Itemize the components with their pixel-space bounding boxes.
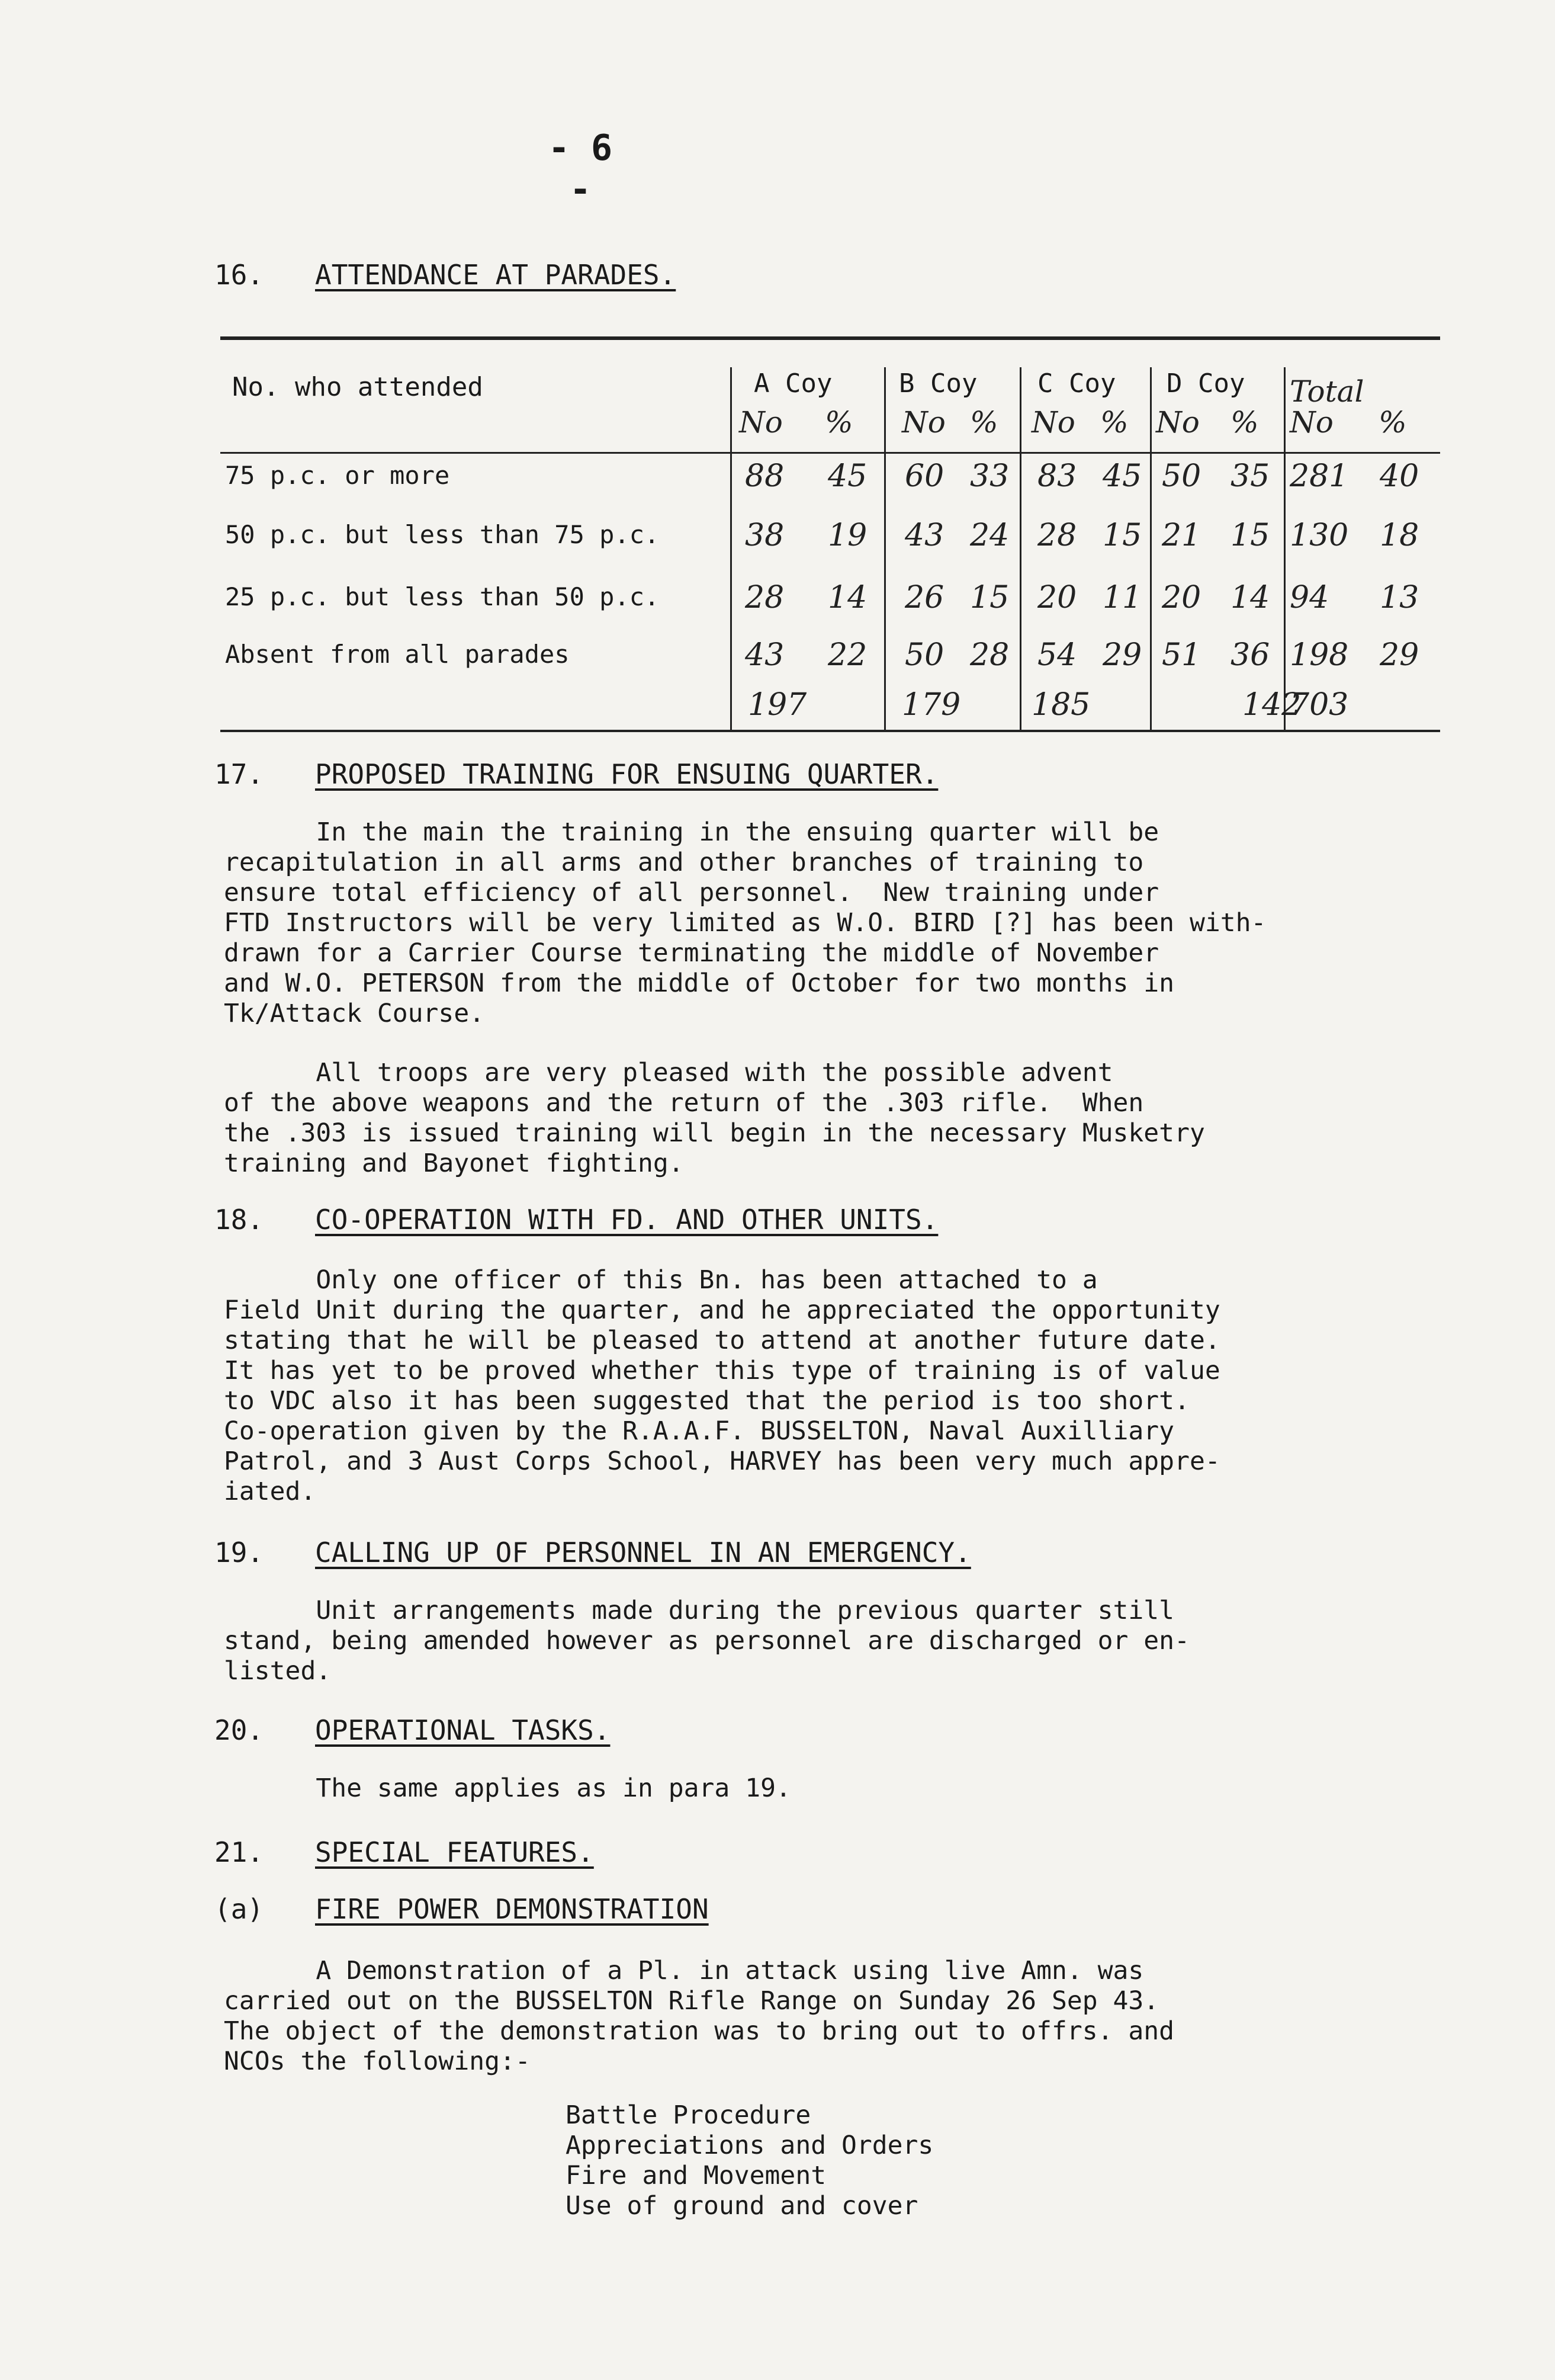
table-cell: 14 bbox=[828, 580, 868, 615]
table-cell: 14 bbox=[1230, 580, 1270, 615]
table-row-header: No. who attended bbox=[232, 372, 483, 402]
subsection-title: FIRE POWER DEMONSTRATION bbox=[315, 1893, 709, 1925]
list-item: Battle Procedure bbox=[566, 2100, 811, 2130]
table-cell: 26 bbox=[905, 580, 944, 615]
table-row-label: Absent from all parades bbox=[225, 640, 570, 669]
subheader-pct: % bbox=[1100, 405, 1129, 440]
column-header-c-coy: C Coy bbox=[1037, 368, 1116, 399]
table-cell: 38 bbox=[745, 518, 785, 553]
table-cell: 36 bbox=[1230, 637, 1270, 673]
paragraph: A Demonstration of a Pl. in attack using live Amn. was carried out on the BUSSELTON Rifle Range on Sunday 26 Sep 43. The object of the demonstration was to bring out to offrs. and NCOs the following:- bbox=[224, 1956, 1175, 2076]
paragraph: All troops are very pleased with the possible advent of the above weapons and the return of the .303 rifle. When the .303 is issued training will begin in the necessary Musketry training and Bayonet fighting. bbox=[224, 1058, 1205, 1178]
table-cell: 18 bbox=[1380, 518, 1419, 553]
section-title: CALLING UP OF PERSONNEL IN AN EMERGENCY. bbox=[315, 1537, 971, 1569]
table-cell: 29 bbox=[1103, 637, 1142, 673]
subsection-a-heading bbox=[214, 1893, 709, 1925]
column-header-a-coy: A Coy bbox=[754, 368, 833, 399]
paragraph: Only one officer of this Bn. has been attached to a Field Unit during the quarter, and he appreciated the opportunity stating that he will be pleased to attend at another future date. It has yet to be proved whether this type of training is of value to VDC also it has been suggested that the period is too short. Co-operation given by the R.A.A.F. BUSSELTON, Naval Auxilliary Patrol, and 3 Aust Corps School, HARVEY has been very much appre- iated. bbox=[224, 1265, 1220, 1506]
subheader-no: No bbox=[739, 405, 783, 440]
table-divider bbox=[1020, 367, 1021, 730]
paragraph: Unit arrangements made during the previous quarter still stand, being amended however as personnel are discharged or en- listed. bbox=[224, 1596, 1190, 1686]
table-cell: 88 bbox=[745, 458, 785, 494]
subheader-pct: % bbox=[1230, 405, 1259, 440]
list-item: Fire and Movement bbox=[566, 2161, 827, 2190]
section-16-heading bbox=[214, 259, 676, 291]
table-cell: 15 bbox=[1103, 518, 1142, 553]
table-divider bbox=[1150, 367, 1152, 730]
subheader-no: No bbox=[1290, 405, 1334, 440]
section-20-heading bbox=[214, 1714, 611, 1746]
table-cell: 43 bbox=[745, 637, 785, 673]
page-number: - 6 - bbox=[548, 127, 613, 210]
table-total-cell: 703 bbox=[1290, 687, 1349, 723]
table-cell: 45 bbox=[828, 458, 868, 494]
table-cell: 198 bbox=[1290, 637, 1349, 673]
subheader-pct: % bbox=[1379, 405, 1407, 440]
table-cell: 28 bbox=[1037, 518, 1077, 553]
table-divider bbox=[730, 367, 732, 730]
subheader-pct: % bbox=[970, 405, 998, 440]
table-divider bbox=[1284, 367, 1286, 730]
subheader-no: No bbox=[1032, 405, 1075, 440]
table-header-rule bbox=[220, 452, 1440, 454]
table-cell: 94 bbox=[1290, 580, 1329, 615]
table-total-cell: 197 bbox=[748, 687, 807, 723]
table-cell: 19 bbox=[828, 518, 868, 553]
table-cell: 281 bbox=[1290, 458, 1349, 494]
table-cell: 28 bbox=[970, 637, 1010, 673]
section-17-heading bbox=[214, 758, 938, 790]
subheader-pct: % bbox=[825, 405, 853, 440]
section-title: ATTENDANCE AT PARADES. bbox=[315, 259, 676, 291]
table-cell: 15 bbox=[1230, 518, 1270, 553]
section-title: PROPOSED TRAINING FOR ENSUING QUARTER. bbox=[315, 758, 939, 790]
table-cell: 29 bbox=[1380, 637, 1419, 673]
section-title: CO-OPERATION WITH FD. AND OTHER UNITS. bbox=[315, 1204, 939, 1236]
section-18-heading bbox=[214, 1204, 938, 1236]
table-total-cell: 185 bbox=[1032, 687, 1091, 723]
table-cell: 24 bbox=[970, 518, 1010, 553]
table-cell: 83 bbox=[1037, 458, 1077, 494]
section-title: OPERATIONAL TASKS. bbox=[315, 1714, 611, 1746]
column-header-b-coy: B Coy bbox=[899, 368, 978, 399]
table-cell: 35 bbox=[1230, 458, 1270, 494]
table-cell: 21 bbox=[1162, 518, 1201, 553]
table-cell: 50 bbox=[905, 637, 944, 673]
table-top-rule bbox=[220, 336, 1440, 340]
list-item: Appreciations and Orders bbox=[566, 2131, 934, 2160]
table-row-label: 50 p.c. but less than 75 p.c. bbox=[225, 520, 660, 549]
subheader-no: No bbox=[1156, 405, 1200, 440]
table-bottom-rule bbox=[220, 730, 1440, 732]
column-header-d-coy: D Coy bbox=[1167, 368, 1245, 399]
table-cell: 20 bbox=[1037, 580, 1077, 615]
table-cell: 50 bbox=[1162, 458, 1201, 494]
section-number: 21. bbox=[214, 1836, 264, 1868]
table-cell: 45 bbox=[1103, 458, 1142, 494]
paragraph: In the main the training in the ensuing quarter will be recapitulation in all arms and other branches of training to ensure total efficiency of all personnel. New training under FTD Instructors will be very limited as W.O. BIRD [?] has been with- drawn for a Carrier Course terminating the middle of November and W.O. PETERSON from the middle of October for two months in Tk/Attack Course. bbox=[224, 817, 1267, 1028]
subheader-no: No bbox=[902, 405, 946, 440]
table-cell: 60 bbox=[905, 458, 944, 494]
table-cell: 20 bbox=[1162, 580, 1201, 615]
table-cell: 40 bbox=[1380, 458, 1419, 494]
table-cell: 22 bbox=[828, 637, 868, 673]
list-item: Use of ground and cover bbox=[566, 2191, 918, 2221]
subsection-label: (a) bbox=[214, 1893, 264, 1925]
paragraph: The same applies as in para 19. bbox=[224, 1773, 791, 1803]
table-cell: 130 bbox=[1290, 518, 1349, 553]
table-cell: 43 bbox=[905, 518, 944, 553]
table-row-label: 25 p.c. but less than 50 p.c. bbox=[225, 582, 660, 611]
section-number: 18. bbox=[214, 1204, 264, 1236]
section-number: 17. bbox=[214, 758, 264, 790]
section-21-heading bbox=[214, 1836, 594, 1868]
table-cell: 13 bbox=[1380, 580, 1419, 615]
table-cell: 54 bbox=[1037, 637, 1077, 673]
column-header-total: Total bbox=[1290, 374, 1364, 409]
procedure-list bbox=[566, 2100, 933, 2221]
section-number: 19. bbox=[214, 1537, 264, 1569]
table-cell: 15 bbox=[970, 580, 1010, 615]
section-number: 20. bbox=[214, 1714, 264, 1746]
table-cell: 33 bbox=[970, 458, 1010, 494]
table-cell: 28 bbox=[745, 580, 785, 615]
table-total-cell: 179 bbox=[902, 687, 961, 723]
section-number: 16. bbox=[214, 259, 264, 291]
section-19-heading bbox=[214, 1537, 971, 1569]
table-cell: 11 bbox=[1103, 580, 1142, 615]
section-title: SPECIAL FEATURES. bbox=[315, 1836, 594, 1868]
table-row-label: 75 p.c. or more bbox=[225, 461, 450, 490]
table-divider bbox=[884, 367, 886, 730]
table-cell: 51 bbox=[1162, 637, 1201, 673]
table-total-cell: 142 bbox=[1242, 687, 1302, 723]
